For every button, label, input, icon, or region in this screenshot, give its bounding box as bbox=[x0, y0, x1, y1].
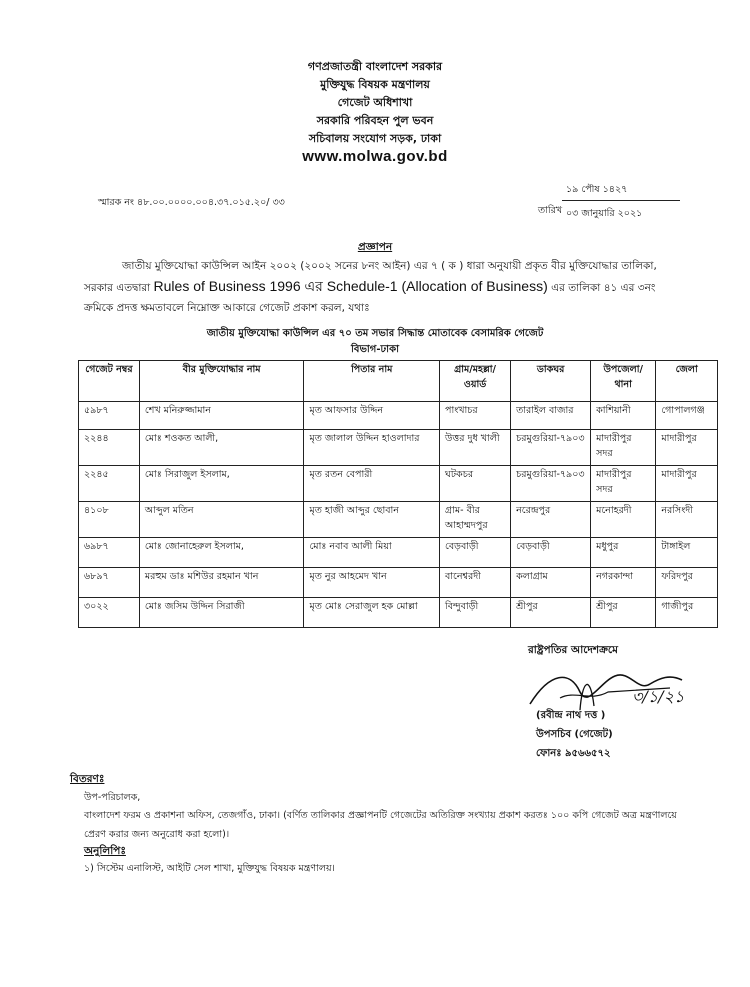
cell-district: গাজীপুর bbox=[656, 598, 718, 628]
cell-post-office: শ্রীপুর bbox=[511, 598, 591, 628]
notice-paragraph bbox=[84, 256, 674, 318]
distribution-recipient: উপ-পরিচালক, bbox=[84, 792, 141, 803]
cell-upazila: কাশিয়ানী bbox=[591, 402, 656, 430]
notice-para-latin: Rules of Business 1996 এর Schedule-1 (Allocation of Business) bbox=[153, 278, 548, 294]
govt-name: গণপ্রজাতন্ত্রী বাংলাদেশ সরকার bbox=[307, 60, 443, 73]
address: সচিবালয় সংযোগ সড়ক, ঢাকা bbox=[308, 132, 442, 145]
gazette-table bbox=[78, 360, 718, 628]
date-bangla: ১৯ পৌষ ১৪২৭ bbox=[566, 184, 628, 195]
signatory-designation: উপসচিব (গেজেট) bbox=[536, 729, 613, 740]
table-row bbox=[79, 430, 718, 466]
notice-para-part2: এর তালিকা ৪১ এর ৩নং ক্রমিকে প্রদত্ত ক্ষমতাবলে নিম্নোক্ত আকারে গেজেট প্রকাশ করল, যথাঃ bbox=[84, 282, 656, 314]
cell-district: মাদারীপুর bbox=[656, 466, 718, 502]
cell-village: পাংখাচর bbox=[440, 402, 511, 430]
date-divider bbox=[562, 200, 680, 201]
signatory-details bbox=[536, 706, 613, 763]
cell-gazette-no: ৪১০৮ bbox=[79, 502, 140, 538]
handwritten-date: ৩/১/২১ bbox=[632, 687, 685, 706]
letterhead bbox=[0, 58, 750, 166]
cell-post-office: চরমুগুরিয়া-৭৯০৩ bbox=[511, 430, 591, 466]
cell-district: নরসিংদী bbox=[656, 502, 718, 538]
table-title bbox=[0, 326, 750, 358]
col-header-father: পিতার নাম bbox=[304, 361, 440, 402]
cell-name: মোঃ জোনাহেরুল ইসলাম, bbox=[139, 538, 304, 568]
table-row bbox=[79, 598, 718, 628]
col-header-upazila: উপজেলা/ থানা bbox=[591, 361, 656, 402]
cell-village: ঘটকচর bbox=[440, 466, 511, 502]
cell-gazette-no: ৫৯৮৭ bbox=[79, 402, 140, 430]
col-header-name: বীর মুক্তিযোদ্ধার নাম bbox=[139, 361, 304, 402]
website: www.molwa.gov.bd bbox=[302, 148, 448, 165]
cell-name: শেখ মনিরুজ্জামান bbox=[139, 402, 304, 430]
cell-father: মৃত নুর আহমেদ খান bbox=[304, 568, 440, 598]
col-header-district: জেলা bbox=[656, 361, 718, 402]
memo-number: স্মারক নং ৪৮.০০.০০০০.০০৪.৩৭.০১৫.২০/ ৩৩ bbox=[98, 197, 285, 208]
signature-order: রাষ্ট্রপতির আদেশক্রমে bbox=[528, 644, 618, 656]
signatory-name: (রবীন্দ্র নাথ দত্ত ) bbox=[536, 710, 606, 721]
cell-village: উত্তর দুধ খালী bbox=[440, 430, 511, 466]
cell-village: বিন্দুবাড়ী bbox=[440, 598, 511, 628]
table-row bbox=[79, 402, 718, 430]
cell-post-office: নরেন্দ্রপুর bbox=[511, 502, 591, 538]
building-name: সরকারি পরিবহন পুল ভবন bbox=[316, 114, 434, 127]
notice-para-part1: জাতীয় মুক্তিযোদ্ধা কাউন্সিল আইন ২০০২ (২০০২ সনের ৮নং আইন) এর ৭ ( ক ) ধারা অনুযায়ী প্রকৃত বীর মুক্তিযোদ্ধার তালিকা, সরকার এতদ্বারা bbox=[84, 260, 657, 294]
table-row bbox=[79, 466, 718, 502]
cell-post-office: কলাগ্রাম bbox=[511, 568, 591, 598]
copy-title: অনুলিপিঃ bbox=[84, 845, 126, 857]
cell-post-office: চরমুগুরিয়া-৭৯০৩ bbox=[511, 466, 591, 502]
cell-name: মোঃ জসিম উদ্দিন সিরাজী bbox=[139, 598, 304, 628]
table-row bbox=[79, 538, 718, 568]
cell-gazette-no: ৬৮৯৭ bbox=[79, 568, 140, 598]
cell-district: গোপালগঞ্জ bbox=[656, 402, 718, 430]
ministry-name: মুক্তিযুদ্ধ বিষয়ক মন্ত্রণালয় bbox=[320, 78, 430, 91]
distribution-text: বাংলাদেশ ফরম ও প্রকাশনা অফিস, তেজগাঁও, ঢাকা। (বর্ণিত তালিকার প্রজ্ঞাপনটি গেজেটের অতিরিক্ত সংখ্যায় প্রকাশ করতঃ ১০০ কপি গেজেট অত্র মন্ত্রণালয়ে প্রেরণ করার জন্য অনুরোধ করা হলো)। bbox=[84, 810, 677, 840]
cell-gazette-no: ২২৪৫ bbox=[79, 466, 140, 502]
cell-upazila: মনোহরদী bbox=[591, 502, 656, 538]
cell-father: মৃত মোঃ সেরাজুল হক মোল্লা bbox=[304, 598, 440, 628]
cell-father: মৃত হাজী আব্দুর ছোবান bbox=[304, 502, 440, 538]
table-title-line1: জাতীয় মুক্তিযোদ্ধা কাউন্সিল এর ৭০ তম সভার সিদ্ধান্ত মোতাবেক বেসামরিক গেজেট bbox=[206, 328, 544, 339]
col-header-post-office: ডাকঘর bbox=[511, 361, 591, 402]
cell-gazette-no: ৬৯৮৭ bbox=[79, 538, 140, 568]
cell-village: গ্রাম- বীর আহাম্মদপুর bbox=[440, 502, 511, 538]
table-row bbox=[79, 568, 718, 598]
col-header-village: গ্রাম/মহল্লা/ ওয়ার্ড bbox=[440, 361, 511, 402]
table-row bbox=[79, 502, 718, 538]
cell-name: মোঃ সিরাজুল ইসলাম, bbox=[139, 466, 304, 502]
cell-gazette-no: ৩০২২ bbox=[79, 598, 140, 628]
cell-name: মরহুম ডাঃ মশিউর রহমান খান bbox=[139, 568, 304, 598]
cell-father: মৃত আফসার উদ্দিন bbox=[304, 402, 440, 430]
cell-village: বানেশ্বরদী bbox=[440, 568, 511, 598]
cell-upazila: মাদারীপুর সদর bbox=[591, 466, 656, 502]
cell-upazila: শ্রীপুর bbox=[591, 598, 656, 628]
cell-upazila: নগরকান্দা bbox=[591, 568, 656, 598]
date-english: ০৩ জানুয়ারি ২০২১ bbox=[566, 208, 643, 219]
cell-father: মোঃ নবাব আলী মিয়া bbox=[304, 538, 440, 568]
notice-title: প্রজ্ঞাপন bbox=[357, 241, 393, 253]
cell-post-office: বেড়বাড়ী bbox=[511, 538, 591, 568]
cell-father: মৃত রতন বেপারী bbox=[304, 466, 440, 502]
cell-upazila: মাদারীপুর সদর bbox=[591, 430, 656, 466]
cell-name: আব্দুল মতিন bbox=[139, 502, 304, 538]
distribution-title: বিতরণঃ bbox=[70, 773, 105, 785]
cell-village: বেড়বাড়ী bbox=[440, 538, 511, 568]
cell-post-office: তারাইল বাজার bbox=[511, 402, 591, 430]
section-name: গেজেট অধিশাখা bbox=[337, 96, 413, 109]
cell-district: মাদারীপুর bbox=[656, 430, 718, 466]
cell-name: মোঃ শওকত আলী, bbox=[139, 430, 304, 466]
table-title-line2: বিভাগ-ঢাকা bbox=[351, 344, 399, 355]
copy-item: ১) সিস্টেম এনালিস্ট, আইটি সেল শাখা, মুক্তিযুদ্ধ বিষয়ক মন্ত্রণালয়। bbox=[84, 863, 335, 874]
cell-upazila: মধুপুর bbox=[591, 538, 656, 568]
signatory-phone: ফোনঃ ৯৫৬৬৫৭২ bbox=[536, 748, 611, 759]
table-header-row bbox=[79, 361, 718, 402]
date-label: তারিখ bbox=[538, 205, 563, 216]
cell-district: টাঙ্গাইল bbox=[656, 538, 718, 568]
cell-district: ফরিদপুর bbox=[656, 568, 718, 598]
cell-gazette-no: ২২৪৪ bbox=[79, 430, 140, 466]
col-header-gazette-no: গেজেট নম্বর bbox=[79, 361, 140, 402]
cell-father: মৃত জালাল উদ্দিন হাওলাদার bbox=[304, 430, 440, 466]
